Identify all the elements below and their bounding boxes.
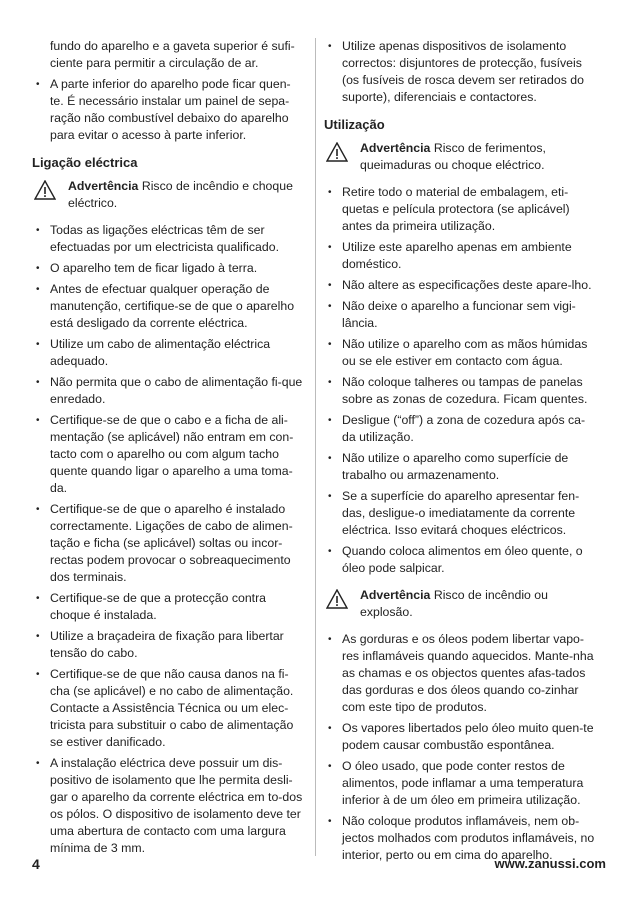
warning-title: Advertência: [360, 141, 431, 155]
page-number: 4: [32, 856, 40, 872]
list-item: • Certifique-se de que não causa danos na fi-cha (se aplicável) e no cabo de alimentação. Contacte a Assistência Técnica ou um elec-tricista para substituir o cabo de alimentação se estiver danificado.: [32, 666, 304, 751]
right-column: [324, 38, 596, 868]
list-item: • Não deixe o aparelho a funcionar sem vigi-lância.: [324, 298, 596, 332]
list-item: • Certifique-se de que o aparelho é instalado correctamente. Ligações de cabo de alimen-tação e ficha (se aplicável) soltas ou incor-rectas podem provocar o sobreaquecimento dos terminais.: [32, 501, 304, 586]
warning-triangle-icon: [326, 142, 348, 162]
warning-triangle-icon: [34, 180, 56, 200]
list-item: • A parte inferior do aparelho pode ficar quen-te. É necessário instalar um painel de sepa-ração não combustível debaixo do aparelho para evitar o acesso à parte inferior.: [32, 76, 304, 144]
bullet-list-isolation: [324, 38, 596, 106]
warning-electrical: [32, 178, 304, 212]
list-item: • Não utilize o aparelho como superfície de trabalho ou armazenamento.: [324, 450, 596, 484]
list-item: • O óleo usado, que pode conter restos de alimentos, pode inflamar a uma temperatura inferior à de um óleo em primeira utilização.: [324, 758, 596, 809]
warning-text: Risco de incêndio e choque eléctrico.: [68, 179, 293, 210]
footer-url: www.zanussi.com: [494, 856, 606, 871]
warning-title: Advertência: [360, 588, 431, 602]
bullet-list-usage: [324, 184, 596, 577]
warning-fire: [324, 587, 596, 621]
list-item: • Desligue (“off”) a zona de cozedura após ca-da utilização.: [324, 412, 596, 446]
list-item: • Quando coloca alimentos em óleo quente, o óleo pode salpicar.: [324, 543, 596, 577]
list-item: • Não coloque talheres ou tampas de panelas sobre as zonas de cozedura. Ficam quentes.: [324, 374, 596, 408]
list-item: • Utilize um cabo de alimentação eléctrica adequado.: [32, 336, 304, 370]
list-item: • Certifique-se de que o cabo e a ficha de ali-mentação (se aplicável) não entram em con-tacto com o aparelho ou com algum tacho quente quando ligar o aparelho a uma toma-da.: [32, 412, 304, 497]
left-column: [32, 38, 304, 861]
list-item: • A instalação eléctrica deve possuir um dis-positivo de isolamento que lhe permita desli-gar o aparelho da corrente eléctrica em to-dos os pólos. O dispositivo de isolamento deve ter uma abertura de contacto com uma largura mínima de 3 mm.: [32, 755, 304, 857]
continuation-text: fundo do aparelho e a gaveta superior é sufi-ciente para permitir a circulação de ar.: [50, 39, 295, 70]
warning-text: Risco de incêndio ou explosão.: [360, 588, 548, 619]
list-item: • Não altere as especificações deste apare-lho.: [324, 277, 596, 294]
list-item: • Não utilize o aparelho com as mãos húmidas ou se ele estiver em contacto com água.: [324, 336, 596, 370]
list-item: • Certifique-se de que a protecção contra choque é instalada.: [32, 590, 304, 624]
list-item: • Não coloque produtos inflamáveis, nem ob-jectos molhados com produtos inflamáveis, no interior, perto ou em cima do aparelho.: [324, 813, 596, 864]
bullet-list-oil: [324, 631, 596, 864]
list-item: • Todas as ligações eléctricas têm de ser efectuadas por um electricista qualificado.: [32, 222, 304, 256]
section-title-electrical: Ligação eléctrica: [32, 155, 138, 170]
section-title-usage: Utilização: [324, 117, 385, 132]
bullet-list-electrical: [32, 222, 304, 857]
list-item: • Antes de efectuar qualquer operação de manutenção, certifique-se de que o aparelho está desligado da corrente eléctrica.: [32, 281, 304, 332]
list-item: • Se a superfície do aparelho apresentar fen-das, desligue-o imediatamente da corrente eléctrica. Isso evitará choques eléctricos.: [324, 488, 596, 539]
list-item: • Utilize a braçadeira de fixação para libertar tensão do cabo.: [32, 628, 304, 662]
warning-title: Advertência: [68, 179, 139, 193]
list-item: • Os vapores libertados pelo óleo muito quen-te podem causar combustão espontânea.: [324, 720, 596, 754]
warning-text: Risco de ferimentos, queimaduras ou choque eléctrico.: [360, 141, 546, 172]
warning-triangle-icon: [326, 589, 348, 609]
list-item: • Utilize este aparelho apenas em ambiente doméstico.: [324, 239, 596, 273]
list-item: • As gorduras e os óleos podem libertar vapo-res inflamáveis quando aquecidos. Mante-nha as chamas e os objectos quentes afas-tados das gorduras e dos óleos quando co-zinhar com este tipo de produtos.: [324, 631, 596, 716]
list-item: • Retire todo o material de embalagem, eti-quetas e película protectora (se aplicável) antes da primeira utilização.: [324, 184, 596, 235]
warning-injury: [324, 140, 596, 174]
list-item: • O aparelho tem de ficar ligado à terra.: [32, 260, 304, 277]
column-divider: [315, 38, 316, 856]
bullet-list-top: [32, 76, 304, 144]
list-item: • Não permita que o cabo de alimentação fi-que enredado.: [32, 374, 304, 408]
list-item: • Utilize apenas dispositivos de isolamento correctos: disjuntores de protecção, fusíveis (os fusíveis de rosca devem ser retirados do suporte), diferenciais e contactores.: [324, 38, 596, 106]
